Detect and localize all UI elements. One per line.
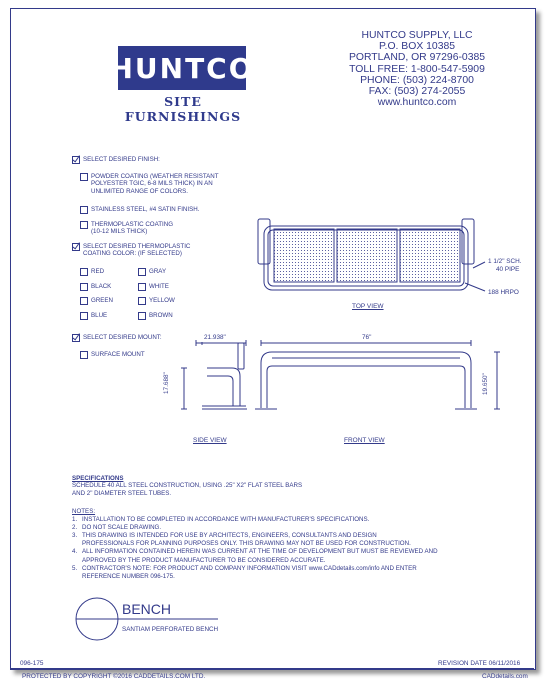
pipe-label: 1 1/2" SCH. 40 PIPE bbox=[488, 258, 522, 273]
company-line: FAX: (503) 274-2055 bbox=[368, 86, 466, 98]
copyright: PROTECTED BY COPYRIGHT ©2016 CADDETAILS.COM LTD. bbox=[22, 673, 206, 680]
notes bbox=[72, 508, 452, 581]
logo-text: HUNTCO bbox=[109, 51, 255, 85]
company-line: HUNTCO SUPPLY, LLC bbox=[361, 30, 473, 41]
note-item: 4. ALL INFORMATION CONTAINED HEREIN WAS CURRENT AT THE TIME OF DEVELOPMENT BUT MUST BE REVIEWED AND APPROVED BY THE PRODUCT MANUFACTURER TO BE CONSIDERED ACCURATE. bbox=[72, 548, 438, 564]
side-width-dim: 21.938" bbox=[204, 334, 226, 341]
company-line[interactable]: www.huntco.com bbox=[377, 97, 457, 109]
specifications bbox=[72, 475, 302, 497]
top-view-drawing bbox=[258, 219, 485, 291]
note-item: 3. THIS DRAWING IS INTENDED FOR USE BY ARCHITECTS, ENGINEERS, CONSULTANTS AND DESIGN PROFESSIONALS FOR PLANNING PURPOSES ONLY. THIS DRAWING MAY NOT BE USED FOR CONSTRUCTION. bbox=[72, 532, 411, 548]
front-height-dim: 19.650" bbox=[482, 373, 489, 395]
side-height-dim: 17.688" bbox=[163, 372, 170, 394]
front-view-caption: FRONT VIEW bbox=[344, 437, 385, 444]
side-view-drawing bbox=[181, 340, 247, 409]
note-item: 1. INSTALLATION TO BE COMPLETED IN ACCORDANCE WITH MANUFACTURER'S SPECIFICATIONS. bbox=[72, 516, 370, 524]
note-item: 2. DO NOT SCALE DRAWING. bbox=[72, 524, 162, 532]
company-line: TOLL FREE: 1-800-547-5909 bbox=[349, 63, 485, 75]
drawing-subtitle: SANTIAM PERFORATED BENCH bbox=[122, 626, 219, 633]
company-line: P.O. BOX 10385 bbox=[378, 41, 456, 53]
notes-header: NOTES: bbox=[72, 508, 96, 515]
specifications-header: SPECIFICATIONS bbox=[72, 475, 124, 482]
spec-line: AND 2" DIAMETER STEEL TUBES. bbox=[72, 489, 172, 497]
caddetails-link[interactable]: CADdetails.com bbox=[482, 673, 528, 680]
reference-number: 096-175 bbox=[20, 660, 44, 667]
front-width-dim: 76" bbox=[362, 334, 372, 341]
spec-line: SCHEDULE 40 ALL STEEL CONSTRUCTION, USING .25" X2" FLAT STEEL BARS bbox=[72, 482, 303, 490]
front-view-drawing bbox=[255, 340, 500, 409]
company-line: PORTLAND, OR 97296-0385 bbox=[348, 52, 486, 64]
drawing-title: BENCH bbox=[122, 601, 172, 617]
top-view-caption: TOP VIEW bbox=[352, 303, 384, 310]
company-line: PHONE: (503) 224-8700 bbox=[360, 74, 474, 86]
hrpo-label: 188 HRPO bbox=[488, 289, 519, 296]
logo-subtitle: SITE FURNISHINGS bbox=[124, 94, 242, 124]
note-item: 5. CONTRACTOR'S NOTE: FOR PRODUCT AND COMPANY INFORMATION VISIT www.CADdetails.com/info AND ENTER REFERENCE NUMBER 096-175. bbox=[72, 564, 417, 580]
revision-date: REVISION DATE 06/11/2016 bbox=[438, 660, 521, 667]
footer-divider bbox=[10, 668, 534, 669]
side-view-caption: SIDE VIEW bbox=[193, 437, 227, 444]
